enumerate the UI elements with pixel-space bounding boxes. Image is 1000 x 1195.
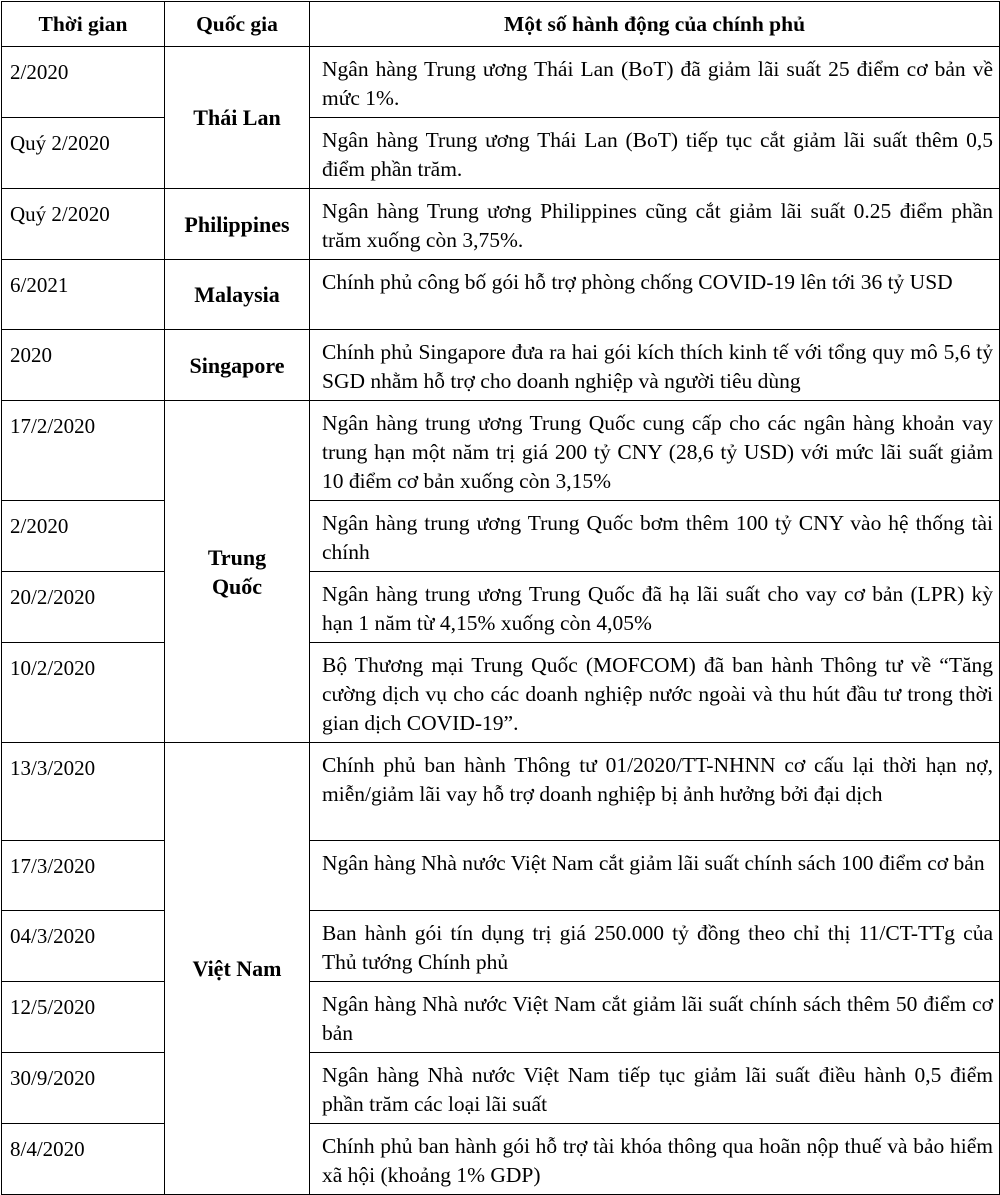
country-cell-vietnam: Việt Nam <box>165 743 310 1195</box>
action-cell: Ngân hàng Nhà nước Việt Nam cắt giảm lãi suất chính sách thêm 50 điểm cơ bản <box>310 982 1000 1053</box>
action-cell: Chính phủ ban hành Thông tư 01/2020/TT-NHNN cơ cấu lại thời hạn nợ, miễn/giảm lãi vay hỗ trợ doanh nghiệp bị ảnh hưởng bởi đại dịch <box>310 743 1000 841</box>
table-row <box>2 743 1000 841</box>
action-cell: Chính phủ công bố gói hỗ trợ phòng chống COVID-19 lên tới 36 tỷ USD <box>310 260 1000 330</box>
header-country: Quốc gia <box>165 2 310 47</box>
header-row <box>2 2 1000 47</box>
table-row <box>2 841 1000 911</box>
time-cell: 2020 <box>2 330 165 401</box>
action-cell: Chính phủ ban hành gói hỗ trợ tài khóa thông qua hoãn nộp thuế và bảo hiểm xã hội (khoảng 1% GDP) <box>310 1124 1000 1195</box>
action-cell: Bộ Thương mại Trung Quốc (MOFCOM) đã ban hành Thông tư về “Tăng cường dịch vụ cho các doanh nghiệp nước ngoài và thu hút đầu tư trong thời gian dịch COVID-19”. <box>310 643 1000 743</box>
time-cell: Quý 2/2020 <box>2 189 165 260</box>
country-cell-malaysia: Malaysia <box>165 260 310 330</box>
action-cell: Ngân hàng trung ương Trung Quốc đã hạ lãi suất cho vay cơ bản (LPR) kỳ hạn 1 năm từ 4,15% xuống còn 4,05% <box>310 572 1000 643</box>
country-cell-thailand: Thái Lan <box>165 47 310 189</box>
table-row <box>2 1124 1000 1195</box>
action-cell: Ngân hàng Trung ương Thái Lan (BoT) tiếp tục cắt giảm lãi suất thêm 0,5 điểm phần trăm. <box>310 118 1000 189</box>
country-cell-philippines: Philippines <box>165 189 310 260</box>
table-row <box>2 643 1000 743</box>
time-cell: 10/2/2020 <box>2 643 165 743</box>
time-cell: 20/2/2020 <box>2 572 165 643</box>
header-time: Thời gian <box>2 2 165 47</box>
table-row <box>2 47 1000 118</box>
table-row <box>2 911 1000 982</box>
time-cell: 17/2/2020 <box>2 401 165 501</box>
action-cell: Ngân hàng trung ương Trung Quốc bơm thêm 100 tỷ CNY vào hệ thống tài chính <box>310 501 1000 572</box>
time-cell: 30/9/2020 <box>2 1053 165 1124</box>
action-cell: Ngân hàng Trung ương Thái Lan (BoT) đã giảm lãi suất 25 điểm cơ bản về mức 1%. <box>310 47 1000 118</box>
table-row <box>2 330 1000 401</box>
time-cell: Quý 2/2020 <box>2 118 165 189</box>
header-action: Một số hành động của chính phủ <box>310 2 1000 47</box>
time-cell: 2/2020 <box>2 501 165 572</box>
time-cell: 17/3/2020 <box>2 841 165 911</box>
time-cell: 04/3/2020 <box>2 911 165 982</box>
table-row <box>2 501 1000 572</box>
time-cell: 2/2020 <box>2 47 165 118</box>
table-row <box>2 189 1000 260</box>
policy-table <box>1 1 1000 1195</box>
action-cell: Ban hành gói tín dụng trị giá 250.000 tỷ đồng theo chỉ thị 11/CT-TTg của Thủ tướng Chính phủ <box>310 911 1000 982</box>
country-cell-singapore: Singapore <box>165 330 310 401</box>
action-cell: Chính phủ Singapore đưa ra hai gói kích thích kinh tế với tổng quy mô 5,6 tỷ SGD nhằm hỗ trợ cho doanh nghiệp và người tiêu dùng <box>310 330 1000 401</box>
table-row <box>2 118 1000 189</box>
time-cell: 6/2021 <box>2 260 165 330</box>
country-cell-china: Trung Quốc <box>165 401 310 743</box>
action-cell: Ngân hàng Nhà nước Việt Nam cắt giảm lãi suất chính sách 100 điểm cơ bản <box>310 841 1000 911</box>
time-cell: 13/3/2020 <box>2 743 165 841</box>
time-cell: 12/5/2020 <box>2 982 165 1053</box>
time-cell: 8/4/2020 <box>2 1124 165 1195</box>
action-cell: Ngân hàng trung ương Trung Quốc cung cấp cho các ngân hàng khoản vay trung hạn một năm trị giá 200 tỷ CNY (28,6 tỷ USD) với mức lãi suất giảm 10 điểm cơ bản xuống còn 3,15% <box>310 401 1000 501</box>
table-row <box>2 982 1000 1053</box>
table-row <box>2 260 1000 330</box>
action-cell: Ngân hàng Nhà nước Việt Nam tiếp tục giảm lãi suất điều hành 0,5 điểm phần trăm các loại lãi suất <box>310 1053 1000 1124</box>
table-row <box>2 401 1000 501</box>
table-row <box>2 572 1000 643</box>
action-cell: Ngân hàng Trung ương Philippines cũng cắt giảm lãi suất 0.25 điểm phần trăm xuống còn 3,75%. <box>310 189 1000 260</box>
table-row <box>2 1053 1000 1124</box>
